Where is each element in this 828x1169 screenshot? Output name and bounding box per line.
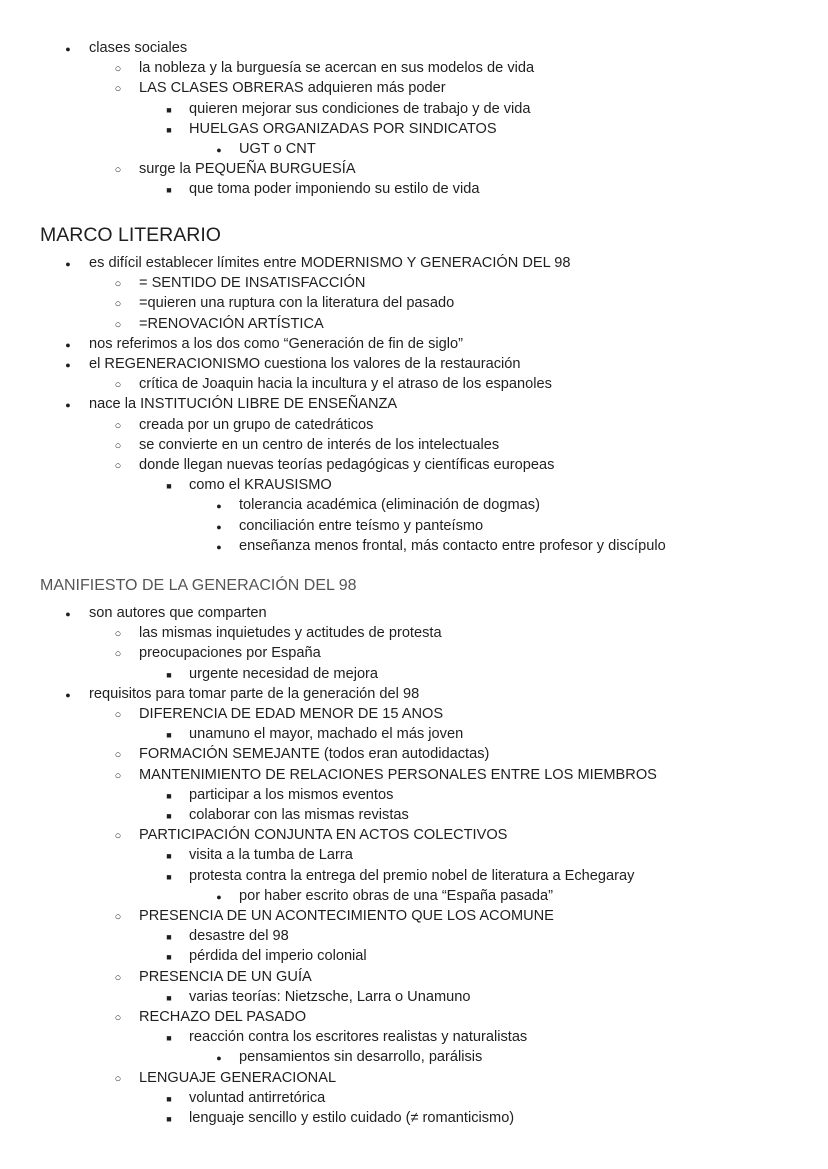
bullet-circle-icon bbox=[111, 435, 125, 457]
list-item-text: crítica de Joaquin hacia la incultura y el atraso de los espanoles bbox=[139, 376, 552, 393]
list-item-text: que toma poder imponiendo su estilo de vida bbox=[189, 181, 480, 198]
bullet-square-icon bbox=[162, 805, 176, 827]
bullet-circle-icon bbox=[111, 415, 125, 437]
bullet-circle-icon bbox=[111, 623, 125, 645]
bullet-square-icon bbox=[162, 946, 176, 968]
bullet-circle-icon bbox=[111, 825, 125, 847]
list-item-text: las mismas inquietudes y actitudes de protesta bbox=[139, 625, 442, 642]
list-item-text: conciliación entre teísmo y panteísmo bbox=[239, 517, 484, 534]
list-item-text: pensamientos sin desarrollo, parálisis bbox=[239, 1049, 483, 1066]
list-item-text: por haber escrito obras de una “España pasada” bbox=[239, 887, 553, 904]
bullet-circle-icon bbox=[111, 643, 125, 665]
list-item-text: LENGUAJE GENERACIONAL bbox=[139, 1069, 337, 1086]
bullet-circle-icon bbox=[111, 704, 125, 726]
list-item-text: LAS CLASES OBRERAS adquieren más poder bbox=[139, 80, 446, 97]
bullet-square-icon bbox=[162, 724, 176, 746]
list-item-text: FORMACIÓN SEMEJANTE (todos eran autodidactas) bbox=[139, 746, 490, 763]
bullet-disc-icon bbox=[212, 516, 226, 538]
list-item-text: tolerancia académica (eliminación de dogmas) bbox=[239, 497, 540, 514]
list-item-text: voluntad antirretórica bbox=[189, 1089, 326, 1106]
bullet-circle-icon bbox=[111, 374, 125, 396]
bullet-circle-icon bbox=[111, 58, 125, 80]
bullet-square-icon bbox=[162, 1088, 176, 1110]
list-item-text: RECHAZO DEL PASADO bbox=[139, 1009, 307, 1025]
list-item-text: colaborar con las mismas revistas bbox=[189, 807, 409, 823]
bullet-disc-icon bbox=[212, 1047, 226, 1069]
list-item-text: quieren mejorar sus condiciones de trabajo y de vida bbox=[189, 100, 531, 117]
list-item-text: es difícil establecer límites entre MODERNISMO Y GENERACIÓN DEL 98 bbox=[89, 255, 571, 271]
bullet-disc-icon bbox=[61, 684, 75, 706]
list-item-text: desastre del 98 bbox=[189, 928, 289, 945]
list-item-text: la nobleza y la burguesía se acercan en sus modelos de vida bbox=[139, 60, 535, 77]
bullet-square-icon bbox=[162, 664, 176, 686]
list-item-text: protesta contra la entrega del premio nobel de literatura a Echegaray bbox=[189, 867, 635, 884]
list-item-text: nos referimos a los dos como “Generación de fin de siglo” bbox=[89, 335, 463, 352]
list-item-text: requisitos para tomar parte de la generación del 98 bbox=[89, 685, 420, 702]
list-item-text: = SENTIDO DE INSATISFACCIÓN bbox=[139, 275, 366, 292]
bullet-disc-icon bbox=[212, 495, 226, 517]
bullet-square-icon bbox=[162, 99, 176, 121]
bullet-circle-icon bbox=[111, 78, 125, 100]
list-item-text: creada por un grupo de catedráticos bbox=[139, 416, 374, 433]
list-item-text: PRESENCIA DE UN GUÍA bbox=[139, 968, 312, 985]
bullet-circle-icon bbox=[111, 314, 125, 336]
bullet-disc-icon bbox=[61, 334, 75, 356]
list-item-text: visita a la tumba de Larra bbox=[189, 847, 353, 864]
bullet-disc-icon bbox=[61, 253, 75, 275]
list-item-text: lenguaje sencillo y estilo cuidado (≠ romanticismo) bbox=[189, 1110, 515, 1126]
heading-manifiesto: MANIFIESTO DE LA GENERACIÓN DEL 98 bbox=[40, 577, 357, 594]
list-item-text: preocupaciones por España bbox=[139, 645, 321, 662]
list-item-text: =RENOVACIÓN ARTÍSTICA bbox=[139, 315, 324, 332]
bullet-square-icon bbox=[162, 987, 176, 1009]
list-item-text: urgente necesidad de mejora bbox=[189, 665, 379, 682]
list-item-text: varias teorías: Nietzsche, Larra o Unamuno bbox=[189, 988, 471, 1005]
bullet-square-icon bbox=[162, 475, 176, 497]
list-item-text: PARTICIPACIÓN CONJUNTA EN ACTOS COLECTIVOS bbox=[139, 827, 508, 844]
bullet-circle-icon bbox=[111, 293, 125, 315]
bullet-disc-icon bbox=[61, 394, 75, 416]
list-item-text: PRESENCIA DE UN ACONTECIMIENTO QUE LOS ACOMUNE bbox=[139, 908, 554, 924]
bullet-circle-icon bbox=[111, 273, 125, 295]
list-item-text: unamuno el mayor, machado el más joven bbox=[189, 726, 464, 743]
bullet-circle-icon bbox=[111, 967, 125, 989]
bullet-circle-icon bbox=[111, 455, 125, 477]
bullet-disc-icon bbox=[61, 38, 75, 60]
bullet-square-icon bbox=[162, 866, 176, 888]
list-item-text: como el KRAUSISMO bbox=[189, 477, 332, 494]
list-item-text: surge la PEQUEÑA BURGUESÍA bbox=[139, 161, 356, 178]
list-item-text: nace la INSTITUCIÓN LIBRE DE ENSEÑANZA bbox=[89, 396, 398, 413]
list-item-text: son autores que comparten bbox=[89, 605, 267, 621]
list-item-text: pérdida del imperio colonial bbox=[189, 948, 367, 965]
list-item-text: se convierte en un centro de interés de los intelectuales bbox=[139, 436, 500, 453]
list-item-text: clases sociales bbox=[89, 40, 188, 56]
list-item-text: donde llegan nuevas teorías pedagógicas y científicas europeas bbox=[139, 457, 555, 473]
list-item-text: DIFERENCIA DE EDAD MENOR DE 15 ANOS bbox=[139, 706, 444, 722]
bullet-disc-icon bbox=[212, 536, 226, 558]
list-item-text: MANTENIMIENTO DE RELACIONES PERSONALES ENTRE LOS MIEMBROS bbox=[139, 766, 657, 783]
list-item-text: UGT o CNT bbox=[239, 141, 316, 157]
list-item-text: enseñanza menos frontal, más contacto entre profesor y discípulo bbox=[239, 537, 666, 554]
bullet-circle-icon bbox=[111, 1007, 125, 1029]
list-item-text: reacción contra los escritores realistas y naturalistas bbox=[189, 1029, 528, 1046]
list-item-text: participar a los mismos eventos bbox=[189, 786, 394, 803]
bullet-circle-icon bbox=[111, 1068, 125, 1090]
bullet-circle-icon bbox=[111, 159, 125, 181]
bullet-square-icon bbox=[162, 1027, 176, 1049]
bullet-disc-icon bbox=[61, 603, 75, 625]
bullet-square-icon bbox=[162, 179, 176, 201]
bullet-square-icon bbox=[162, 1108, 176, 1130]
bullet-square-icon bbox=[162, 845, 176, 867]
bullet-circle-icon bbox=[111, 906, 125, 928]
bullet-square-icon bbox=[162, 926, 176, 948]
bullet-square-icon bbox=[162, 119, 176, 141]
list-item-text: =quieren una ruptura con la literatura del pasado bbox=[139, 295, 455, 312]
bullet-disc-icon bbox=[61, 354, 75, 376]
heading-marco-literario: MARCO LITERARIO bbox=[40, 224, 221, 246]
list-item-text: HUELGAS ORGANIZADAS POR SINDICATOS bbox=[189, 120, 497, 137]
bullet-disc-icon bbox=[212, 886, 226, 908]
bullet-circle-icon bbox=[111, 744, 125, 766]
bullet-square-icon bbox=[162, 785, 176, 807]
list-item-text: el REGENERACIONISMO cuestiona los valores de la restauración bbox=[89, 356, 521, 372]
bullet-circle-icon bbox=[111, 765, 125, 787]
bullet-disc-icon bbox=[212, 139, 226, 161]
